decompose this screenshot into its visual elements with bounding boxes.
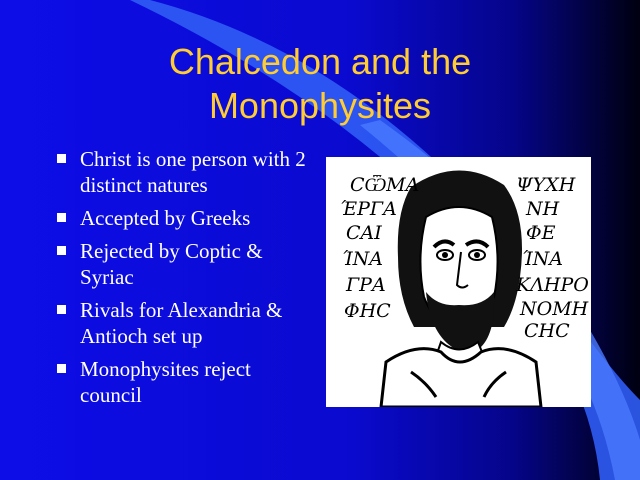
bullet-text: Christ is one person with 2 distinct natures [80, 147, 306, 197]
square-bullet-icon [57, 246, 66, 255]
icon-letters-left-5: ΓΡΑ [346, 274, 386, 296]
title-line-1: Chalcedon and the [168, 41, 472, 82]
icon-letters-right-1: ΨΥΧΗ [516, 174, 576, 196]
square-bullet-icon [57, 213, 66, 222]
title-line-2: Monophysites [208, 85, 432, 126]
icon-letters-left-4: ΊΝΑ [342, 248, 384, 270]
icon-letters-left-6: ΦΗC [344, 300, 391, 322]
icon-letters-right-4: ΊΝΑ [522, 248, 564, 270]
square-bullet-icon [57, 305, 66, 314]
icon-letters-right-3: ΦΕ [526, 222, 556, 244]
bullet-list [56, 146, 316, 415]
bullet-item [56, 238, 316, 290]
icon-letters-left-3: CAI [346, 222, 382, 244]
bullet-text: Monophysites reject council [80, 357, 251, 407]
bullet-text: Accepted by Greeks [80, 206, 251, 230]
icon-letters-right-7: CHC [524, 320, 570, 342]
bullet-text: Rivals for Alexandria & Antioch set up [80, 298, 283, 348]
slide-title [100, 40, 540, 128]
christ-icon-image [326, 157, 591, 407]
icon-letters-right-5: ΚΛΗΡΟ [516, 274, 589, 296]
icon-letters-right-6: ΝΟΜΗ [520, 298, 589, 320]
square-bullet-icon [57, 154, 66, 163]
bullet-item [56, 297, 316, 349]
icon-letters-left-1: CѾMA [350, 174, 420, 196]
bullet-item [56, 356, 316, 408]
icon-letters-left-2: ΈΡΓΑ [340, 198, 397, 220]
bullet-text: Rejected by Coptic & Syriac [80, 239, 263, 289]
bullet-item [56, 146, 316, 198]
icon-letters-right-2: ΝΗ [526, 198, 560, 220]
byzantine-christ-icon [326, 157, 591, 407]
bullet-item [56, 205, 316, 231]
square-bullet-icon [57, 364, 66, 373]
